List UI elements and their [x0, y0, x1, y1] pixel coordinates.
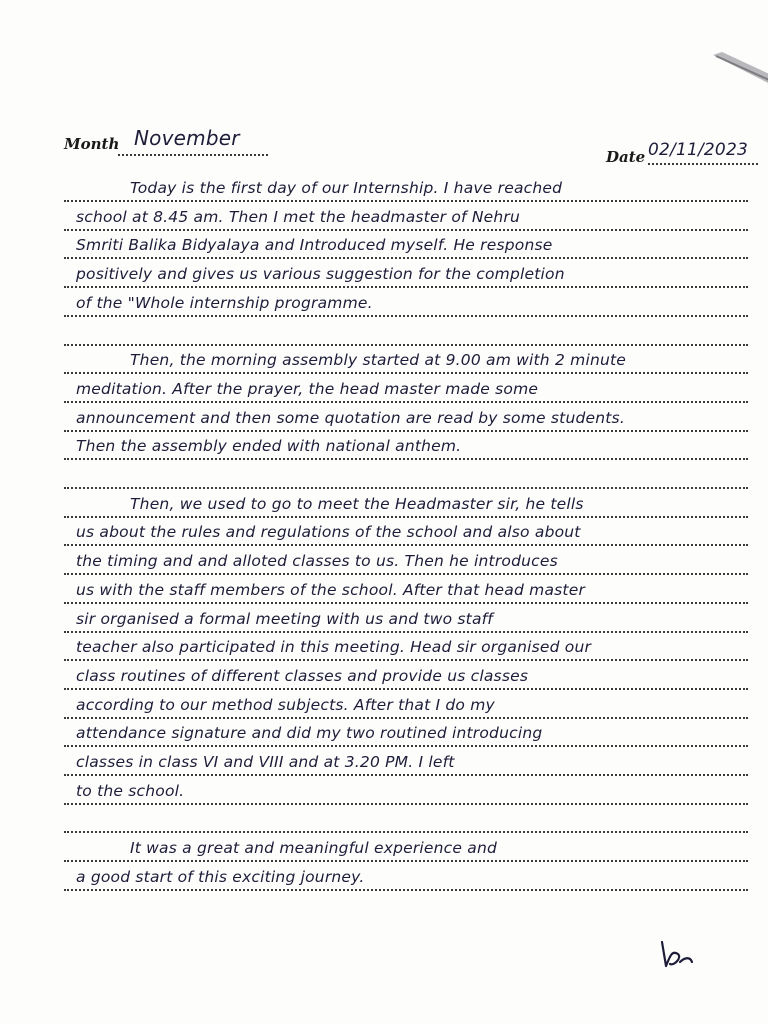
handwritten-line: us about the rules and regulations of the school and also about — [76, 523, 581, 542]
signature-icon — [656, 936, 696, 972]
handwritten-line: us with the staff members of the school. After that head master — [76, 580, 586, 599]
ruled-line — [64, 229, 748, 231]
ruled-line — [64, 286, 748, 288]
ruled-line — [64, 573, 748, 575]
ruled-line — [64, 688, 748, 690]
handwritten-line: a good start of this exciting journey. — [76, 867, 365, 886]
ruled-line — [64, 430, 748, 432]
ruled-line — [64, 516, 748, 518]
ruled-line — [64, 372, 748, 374]
handwritten-line: attendance signature and did my two routined introducing — [76, 724, 543, 743]
month-value: November — [134, 126, 240, 150]
ruled-line — [64, 831, 748, 833]
ruled-line — [64, 200, 748, 202]
handwritten-line: according to our method subjects. After that I do my — [76, 695, 495, 714]
ruled-line — [64, 458, 748, 460]
ruled-line — [64, 401, 748, 403]
ruled-line — [64, 631, 748, 633]
ruled-line — [64, 745, 748, 747]
ruled-line — [64, 803, 748, 805]
handwritten-line: It was a great and meaningful experience and — [130, 839, 498, 858]
handwritten-line: to the school. — [76, 781, 185, 800]
handwritten-line: Then the assembly ended with national anthem. — [76, 437, 462, 456]
handwritten-line: class routines of different classes and provide us classes — [76, 666, 529, 685]
handwritten-line: meditation. After the prayer, the head master made some — [76, 379, 539, 398]
ruled-line — [64, 344, 748, 346]
handwritten-line: Today is the first day of our Internship. I have reached — [130, 179, 563, 197]
handwritten-line: of the "Whole internship programme. — [76, 293, 373, 312]
pen-icon — [708, 50, 768, 90]
handwritten-line: sir organised a formal meeting with us and two staff — [76, 609, 493, 628]
ruled-line — [64, 659, 748, 661]
handwritten-line: the timing and and alloted classes to us. Then he introduces — [76, 552, 558, 571]
ruled-line — [64, 257, 748, 259]
handwritten-line: Then, the morning assembly started at 9.00 am with 2 minute — [130, 351, 627, 370]
ruled-line — [64, 889, 748, 891]
handwritten-line: Then, we used to go to meet the Headmaster sir, he tells — [130, 494, 584, 513]
handwritten-line: Smriti Balika Bidyalaya and Introduced myself. He response — [76, 236, 553, 255]
handwritten-line: teacher also participated in this meeting. Head sir organised our — [76, 638, 592, 657]
ruled-line — [64, 315, 748, 317]
ruled-line — [64, 544, 748, 546]
handwritten-line: announcement and then some quotation are read by some students. — [76, 408, 625, 427]
month-label: Month — [64, 135, 120, 153]
date-label: Date — [606, 148, 646, 166]
handwritten-line: classes in class VI and VIII and at 3.20 PM. I left — [76, 753, 455, 771]
ruled-line — [64, 602, 748, 604]
handwritten-line: positively and gives us various suggestion for the completion — [76, 265, 565, 284]
date-dotted-line — [648, 163, 758, 165]
handwritten-line: school at 8.45 am. Then I met the headmaster of Nehru — [76, 207, 520, 226]
ruled-line — [64, 860, 748, 862]
ruled-line — [64, 717, 748, 719]
ruled-line — [64, 487, 748, 489]
date-value: 02/11/2023 — [648, 140, 748, 160]
month-dotted-line — [118, 154, 268, 156]
ruled-line — [64, 774, 748, 776]
